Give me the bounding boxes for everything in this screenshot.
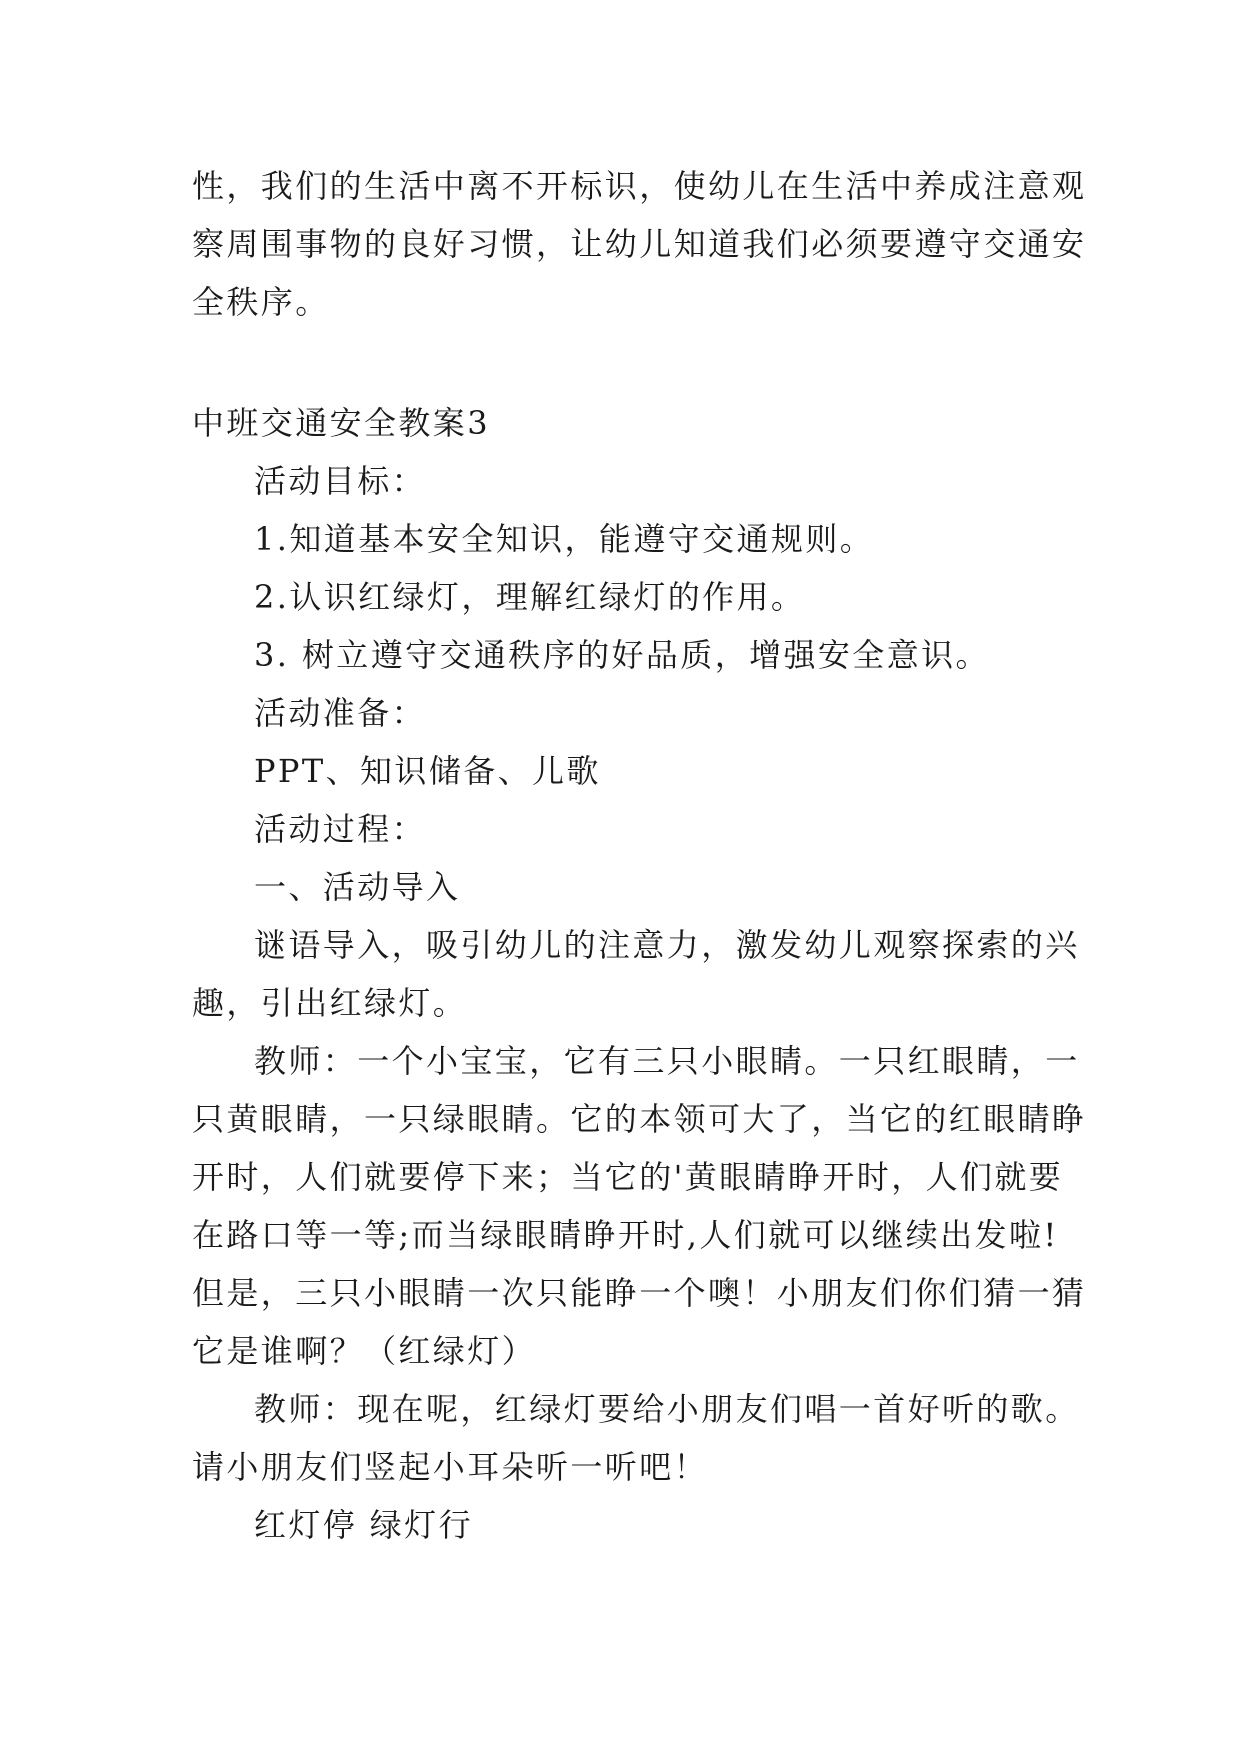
paragraph-line: 它是谁啊？（红绿灯） bbox=[192, 1332, 537, 1370]
paragraph-line: 趣，引出红绿灯。 bbox=[192, 984, 468, 1022]
list-item: 3. 树立遵守交通秩序的好品质，增强安全意识。 bbox=[254, 636, 990, 674]
paragraph-line: 谜语导入，吸引幼儿的注意力，激发幼儿观察探索的兴 bbox=[254, 926, 1080, 964]
paragraph-line: 教师：现在呢，红绿灯要给小朋友们唱一首好听的歌。 bbox=[254, 1390, 1080, 1428]
subheading-preparation: 活动准备： bbox=[254, 694, 427, 732]
subheading-objectives: 活动目标： bbox=[254, 462, 427, 500]
paragraph-line: 性，我们的生活中离不开标识，使幼儿在生活中养成注意观 bbox=[192, 167, 1087, 205]
paragraph-line: 开时，人们就要停下来；当它的'黄眼睛睁开时，人们就要 bbox=[192, 1158, 1064, 1196]
section-heading: 中班交通安全教案3 bbox=[192, 404, 490, 442]
paragraph-line: 在路口等一等;而当绿眼睛睁开时,人们就可以继续出发啦! bbox=[192, 1216, 1059, 1254]
subheading-process: 活动过程： bbox=[254, 810, 427, 848]
paragraph-line: 全秩序。 bbox=[192, 283, 330, 321]
paragraph-line: 察周围事物的良好习惯，让幼儿知道我们必须要遵守交通安 bbox=[192, 225, 1087, 263]
song-title: 红灯停 绿灯行 bbox=[254, 1506, 473, 1544]
paragraph-line: 只黄眼睛，一只绿眼睛。它的本领可大了，当它的红眼睛睁 bbox=[192, 1100, 1087, 1138]
paragraph-line: 但是，三只小眼睛一次只能睁一个噢！小朋友们你们猜一猜 bbox=[192, 1274, 1087, 1312]
paragraph-line: 教师：一个小宝宝，它有三只小眼睛。一只红眼睛，一 bbox=[254, 1042, 1080, 1080]
list-item: 2.认识红绿灯，理解红绿灯的作用。 bbox=[254, 578, 806, 616]
subheading-intro: 一、活动导入 bbox=[254, 868, 461, 906]
paragraph-line: 请小朋友们竖起小耳朵听一听吧！ bbox=[192, 1448, 709, 1486]
paragraph-line: PPT、知识储备、儿歌 bbox=[254, 752, 601, 790]
list-item: 1.知道基本安全知识，能遵守交通规则。 bbox=[254, 520, 875, 558]
